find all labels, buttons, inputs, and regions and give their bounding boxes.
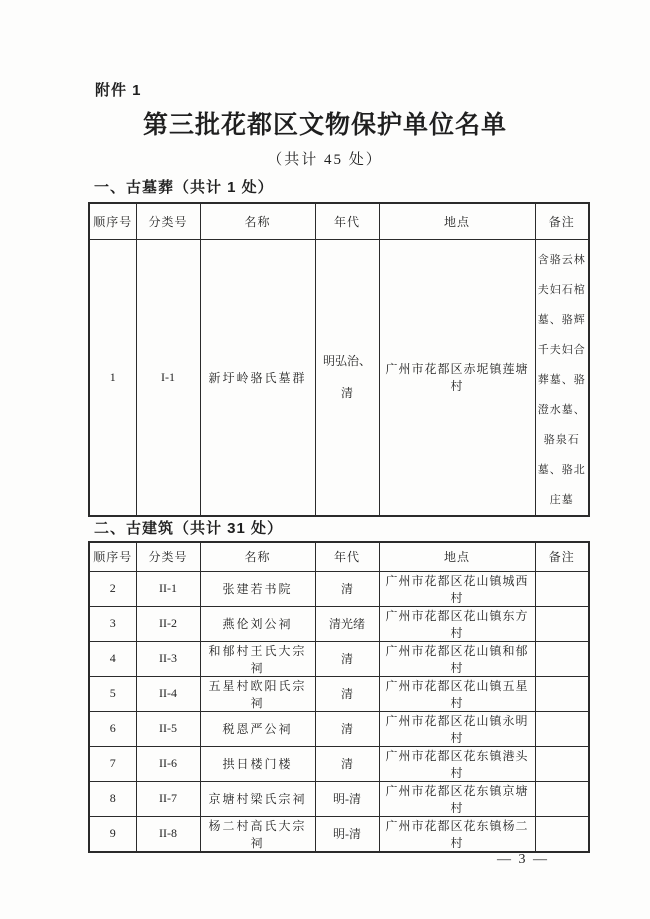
- cell-name: 杨二村高氏大宗祠: [200, 816, 315, 852]
- cell-seq: 3: [89, 606, 136, 641]
- column-header: 顺序号: [89, 542, 136, 571]
- table-row: [89, 746, 589, 781]
- cell-remark: [535, 571, 589, 606]
- cell-seq: 1: [89, 239, 136, 516]
- cell-seq: 5: [89, 676, 136, 711]
- cell-location: 广州市花都区花山镇城西村: [379, 571, 535, 606]
- cell-era: 清: [315, 641, 379, 676]
- cell-class_no: II-6: [136, 746, 200, 781]
- cell-location: 广州市花都区花东镇京塘村: [379, 781, 535, 816]
- cell-seq: 7: [89, 746, 136, 781]
- cell-name: 拱日楼门楼: [200, 746, 315, 781]
- cell-seq: 4: [89, 641, 136, 676]
- cell-era: 清: [315, 676, 379, 711]
- cell-class_no: I-1: [136, 239, 200, 516]
- cell-name: 税恩严公祠: [200, 711, 315, 746]
- cell-remark: 含骆云林夫妇石棺墓、骆辉千夫妇合葬墓、骆澄水墓、骆泉石墓、骆北庄墓: [535, 239, 589, 516]
- cell-remark: [535, 676, 589, 711]
- section-heading-ancient-tombs: 一、古墓葬（共计 1 处）: [94, 179, 274, 196]
- ancient-buildings-table: [88, 541, 590, 853]
- cell-class_no: II-8: [136, 816, 200, 852]
- cell-remark: [535, 711, 589, 746]
- column-header: 名称: [200, 203, 315, 239]
- cell-name: 京塘村梁氏宗祠: [200, 781, 315, 816]
- cell-name: 燕伦刘公祠: [200, 606, 315, 641]
- cell-seq: 8: [89, 781, 136, 816]
- cell-seq: 6: [89, 711, 136, 746]
- column-header: 分类号: [136, 542, 200, 571]
- cell-class_no: II-4: [136, 676, 200, 711]
- section-heading-ancient-buildings: 二、古建筑（共计 31 处）: [94, 520, 284, 537]
- column-header: 分类号: [136, 203, 200, 239]
- cell-remark: [535, 816, 589, 852]
- column-header: 备注: [535, 542, 589, 571]
- cell-class_no: II-5: [136, 711, 200, 746]
- table-header-row: [89, 542, 589, 571]
- page-number: — 3 —: [497, 852, 549, 867]
- ancient-tombs-table: [88, 202, 590, 517]
- column-header: 顺序号: [89, 203, 136, 239]
- table-row: [89, 781, 589, 816]
- cell-class_no: II-7: [136, 781, 200, 816]
- cell-era: 清: [315, 571, 379, 606]
- table-row: [89, 571, 589, 606]
- column-header: 地点: [379, 542, 535, 571]
- table-row: [89, 676, 589, 711]
- column-header: 年代: [315, 542, 379, 571]
- cell-class_no: II-1: [136, 571, 200, 606]
- cell-name: 张建若书院: [200, 571, 315, 606]
- cell-name: 和郁村王氏大宗祠: [200, 641, 315, 676]
- column-header: 备注: [535, 203, 589, 239]
- column-header: 年代: [315, 203, 379, 239]
- cell-location: 广州市花都区花山镇东方村: [379, 606, 535, 641]
- cell-class_no: II-2: [136, 606, 200, 641]
- page-subtitle: （共计 45 处）: [267, 152, 383, 168]
- column-header: 地点: [379, 203, 535, 239]
- cell-era: 清光绪: [315, 606, 379, 641]
- cell-location: 广州市花都区赤坭镇莲塘村: [379, 239, 535, 516]
- cell-location: 广州市花都区花东镇港头村: [379, 746, 535, 781]
- cell-location: 广州市花都区花山镇和郁村: [379, 641, 535, 676]
- cell-class_no: II-3: [136, 641, 200, 676]
- cell-name: 新圩岭骆氏墓群: [200, 239, 315, 516]
- cell-remark: [535, 641, 589, 676]
- page-title: 第三批花都区文物保护单位名单: [142, 112, 507, 139]
- cell-location: 广州市花都区花东镇杨二村: [379, 816, 535, 852]
- cell-era: 清: [315, 711, 379, 746]
- column-header: 名称: [200, 542, 315, 571]
- cell-location: 广州市花都区花山镇永明村: [379, 711, 535, 746]
- cell-location: 广州市花都区花山镇五星村: [379, 676, 535, 711]
- cell-era: 明-清: [315, 781, 379, 816]
- table-row: [89, 816, 589, 852]
- cell-era: 清: [315, 746, 379, 781]
- cell-remark: [535, 781, 589, 816]
- cell-seq: 2: [89, 571, 136, 606]
- table-row: [89, 641, 589, 676]
- table-row: [89, 239, 589, 516]
- table-row: [89, 606, 589, 641]
- cell-remark: [535, 606, 589, 641]
- attachment-label: 附件 1: [95, 82, 142, 99]
- cell-era: 明弘治、清: [315, 239, 379, 516]
- table-header-row: [89, 203, 589, 239]
- table-row: [89, 711, 589, 746]
- cell-seq: 9: [89, 816, 136, 852]
- cell-era: 明-清: [315, 816, 379, 852]
- cell-name: 五星村欧阳氏宗祠: [200, 676, 315, 711]
- cell-remark: [535, 746, 589, 781]
